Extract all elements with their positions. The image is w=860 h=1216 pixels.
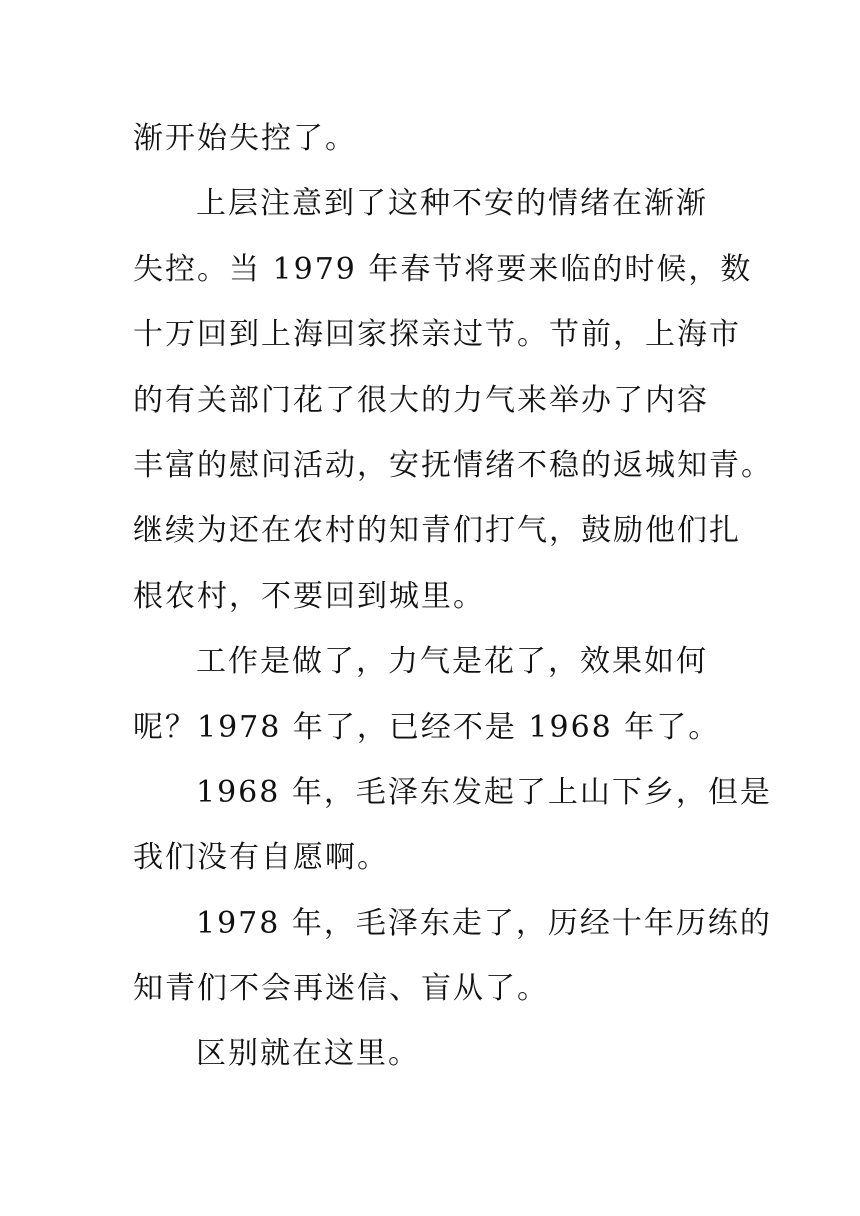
text-line: 工作是做了，力气是花了，效果如何 xyxy=(196,644,708,680)
body-text xyxy=(133,106,773,1087)
text-line: 继续为还在农村的知青们打气，鼓励他们扎 xyxy=(133,513,741,549)
text-line: 我们没有自愿啊。 xyxy=(133,840,389,876)
text-line: 区别就在这里。 xyxy=(196,1036,420,1072)
text-line: 根农村，不要回到城里。 xyxy=(133,578,485,614)
text-line: 上层注意到了这种不安的情绪在渐渐 xyxy=(196,186,708,222)
text-line: 失控。当 1979 年春节将要来临的时候，数 xyxy=(133,251,753,287)
text-line: 的有关部门花了很大的力气来举办了内容 xyxy=(133,382,709,418)
text-line: 十万回到上海回家探亲过节。节前，上海市 xyxy=(133,317,741,353)
text-line: 1968 年，毛泽东发起了上山下乡，但是 xyxy=(196,774,772,810)
text-line: 丰富的慰问活动，安抚情绪不稳的返城知青。 xyxy=(133,447,773,483)
text-line: 渐开始失控了。 xyxy=(133,121,357,156)
text-line: 知青们不会再迷信、盲从了。 xyxy=(133,971,549,1007)
text-line: 呢？1978 年了，已经不是 1968 年了。 xyxy=(133,709,721,745)
text-line: 1978 年，毛泽东走了，历经十年历练的 xyxy=(196,905,772,941)
